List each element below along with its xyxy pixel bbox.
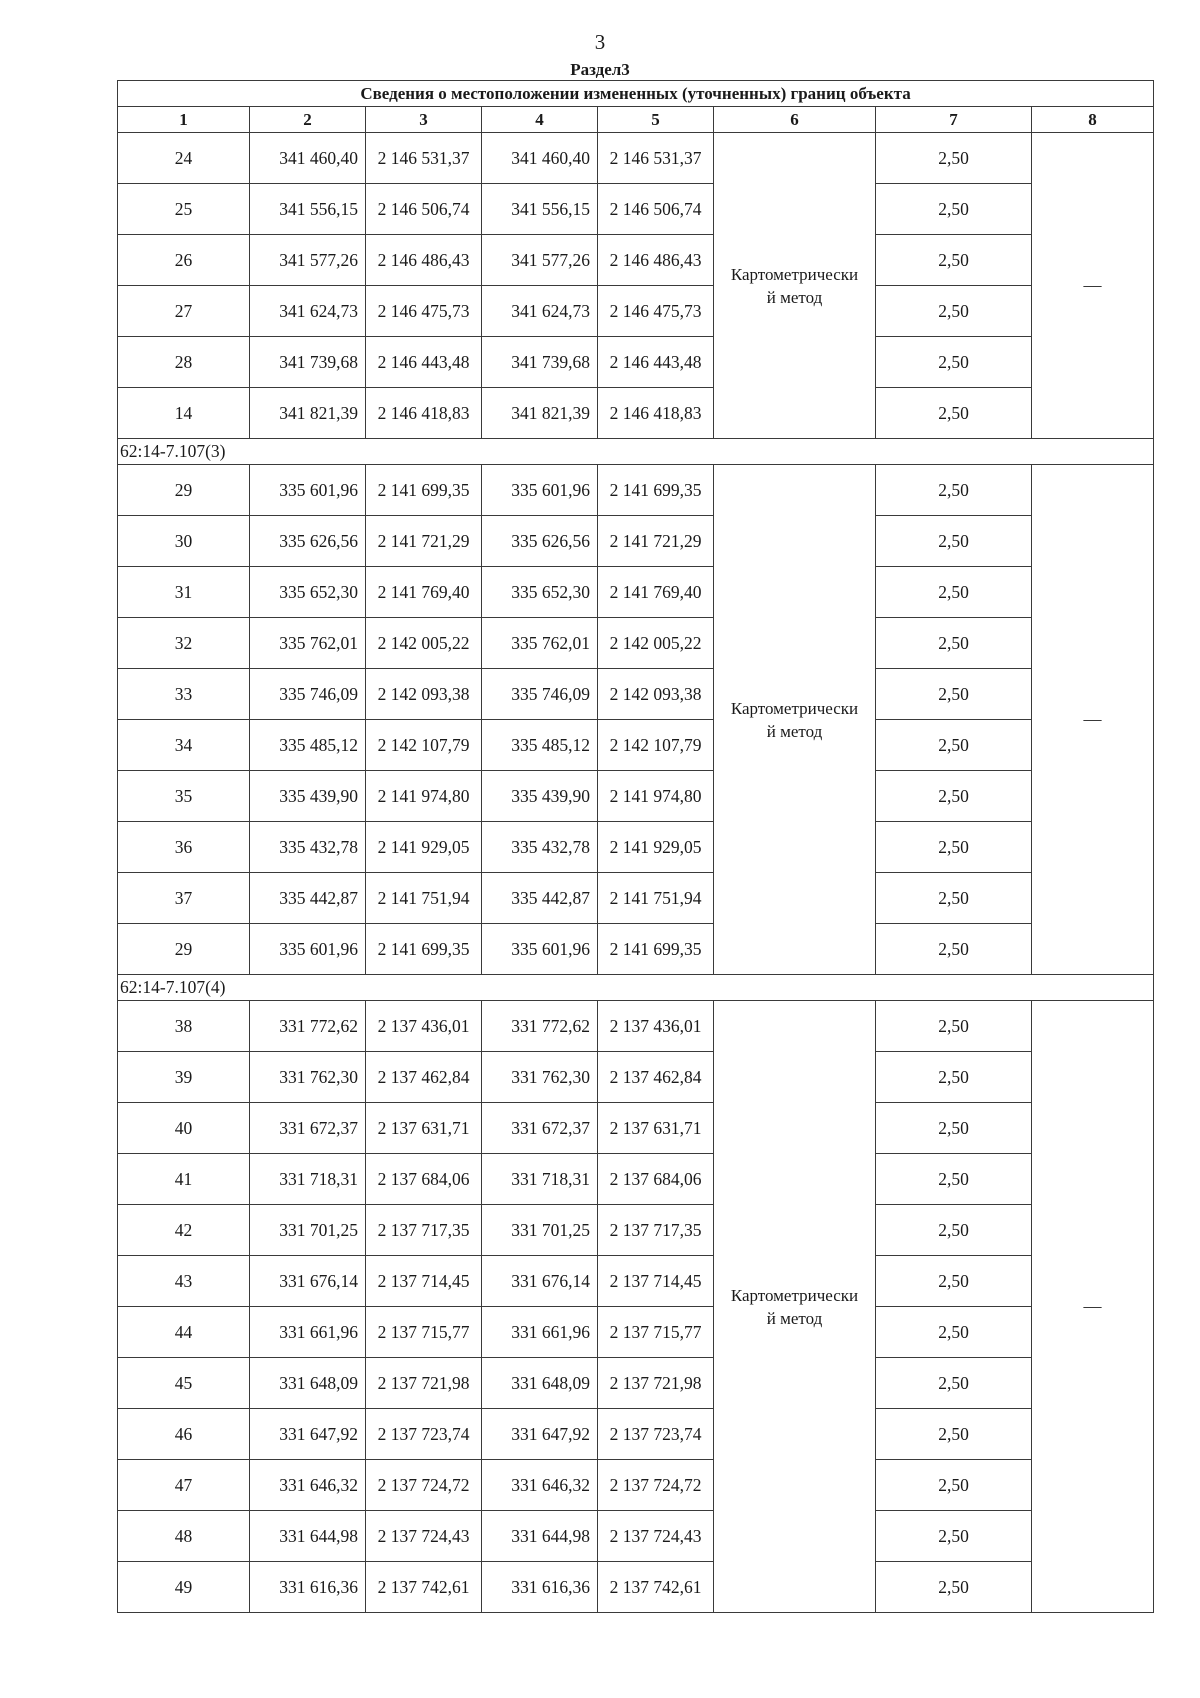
column-header: 2 xyxy=(250,107,366,133)
accuracy-value: 2,50 xyxy=(876,1256,1032,1307)
x-coordinate-new: 331 718,31 xyxy=(482,1154,598,1205)
x-coordinate: 331 676,14 xyxy=(250,1256,366,1307)
x-coordinate-new: 331 701,25 xyxy=(482,1205,598,1256)
group-label-row xyxy=(118,975,1154,1001)
x-coordinate-new: 341 821,39 xyxy=(482,388,598,439)
accuracy-value: 2,50 xyxy=(876,388,1032,439)
y-coordinate: 2 137 462,84 xyxy=(366,1052,482,1103)
accuracy-value: 2,50 xyxy=(876,567,1032,618)
y-coordinate: 2 137 724,43 xyxy=(366,1511,482,1562)
point-number: 29 xyxy=(118,924,250,975)
x-coordinate: 331 648,09 xyxy=(250,1358,366,1409)
point-number: 29 xyxy=(118,465,250,516)
x-coordinate-new: 335 746,09 xyxy=(482,669,598,720)
y-coordinate-new: 2 137 723,74 xyxy=(598,1409,714,1460)
coordinates-table xyxy=(117,80,1154,1613)
method-cell xyxy=(714,1001,876,1613)
table-row xyxy=(118,1001,1154,1052)
point-number: 43 xyxy=(118,1256,250,1307)
y-coordinate-new: 2 146 486,43 xyxy=(598,235,714,286)
point-number: 39 xyxy=(118,1052,250,1103)
x-coordinate: 331 646,32 xyxy=(250,1460,366,1511)
x-coordinate-new: 335 601,96 xyxy=(482,924,598,975)
accuracy-value: 2,50 xyxy=(876,184,1032,235)
x-coordinate: 331 616,36 xyxy=(250,1562,366,1613)
x-coordinate: 331 772,62 xyxy=(250,1001,366,1052)
x-coordinate-new: 335 485,12 xyxy=(482,720,598,771)
y-coordinate: 2 137 721,98 xyxy=(366,1358,482,1409)
table-row xyxy=(118,1205,1154,1256)
column-header: 7 xyxy=(876,107,1032,133)
table-row xyxy=(118,1052,1154,1103)
point-number: 36 xyxy=(118,822,250,873)
y-coordinate-new: 2 137 724,72 xyxy=(598,1460,714,1511)
y-coordinate-new: 2 137 724,43 xyxy=(598,1511,714,1562)
y-coordinate: 2 146 418,83 xyxy=(366,388,482,439)
accuracy-value: 2,50 xyxy=(876,133,1032,184)
column-8-value: — xyxy=(1032,1001,1154,1613)
point-number: 34 xyxy=(118,720,250,771)
x-coordinate-new: 335 762,01 xyxy=(482,618,598,669)
y-coordinate-new: 2 137 684,06 xyxy=(598,1154,714,1205)
y-coordinate-new: 2 141 974,80 xyxy=(598,771,714,822)
y-coordinate-new: 2 146 418,83 xyxy=(598,388,714,439)
y-coordinate: 2 141 751,94 xyxy=(366,873,482,924)
point-number: 14 xyxy=(118,388,250,439)
y-coordinate: 2 142 005,22 xyxy=(366,618,482,669)
point-number: 38 xyxy=(118,1001,250,1052)
point-number: 24 xyxy=(118,133,250,184)
point-number: 44 xyxy=(118,1307,250,1358)
table-row xyxy=(118,924,1154,975)
method-text: й метод xyxy=(766,287,823,307)
point-number: 47 xyxy=(118,1460,250,1511)
accuracy-value: 2,50 xyxy=(876,337,1032,388)
accuracy-value: 2,50 xyxy=(876,516,1032,567)
x-coordinate: 331 762,30 xyxy=(250,1052,366,1103)
point-number: 35 xyxy=(118,771,250,822)
x-coordinate: 341 739,68 xyxy=(250,337,366,388)
accuracy-value: 2,50 xyxy=(876,1001,1032,1052)
point-number: 27 xyxy=(118,286,250,337)
accuracy-value: 2,50 xyxy=(876,286,1032,337)
x-coordinate-new: 335 432,78 xyxy=(482,822,598,873)
accuracy-value: 2,50 xyxy=(876,1103,1032,1154)
y-coordinate-new: 2 141 769,40 xyxy=(598,567,714,618)
x-coordinate: 331 647,92 xyxy=(250,1409,366,1460)
x-coordinate-new: 331 647,92 xyxy=(482,1409,598,1460)
x-coordinate-new: 335 439,90 xyxy=(482,771,598,822)
x-coordinate: 335 601,96 xyxy=(250,924,366,975)
x-coordinate: 335 442,87 xyxy=(250,873,366,924)
column-8-value: — xyxy=(1032,133,1154,439)
x-coordinate-new: 341 624,73 xyxy=(482,286,598,337)
point-number: 25 xyxy=(118,184,250,235)
point-number: 49 xyxy=(118,1562,250,1613)
y-coordinate: 2 146 506,74 xyxy=(366,184,482,235)
y-coordinate: 2 141 974,80 xyxy=(366,771,482,822)
group-label-row xyxy=(118,439,1154,465)
accuracy-value: 2,50 xyxy=(876,1307,1032,1358)
y-coordinate-new: 2 137 721,98 xyxy=(598,1358,714,1409)
group-label: 62:14-7.107(4) xyxy=(118,975,1154,1001)
accuracy-value: 2,50 xyxy=(876,465,1032,516)
y-coordinate-new: 2 146 506,74 xyxy=(598,184,714,235)
column-8-value: — xyxy=(1032,465,1154,975)
x-coordinate-new: 341 460,40 xyxy=(482,133,598,184)
column-header: 4 xyxy=(482,107,598,133)
y-coordinate-new: 2 141 929,05 xyxy=(598,822,714,873)
table-row xyxy=(118,1460,1154,1511)
column-header: 6 xyxy=(714,107,876,133)
table-row xyxy=(118,286,1154,337)
y-coordinate-new: 2 137 715,77 xyxy=(598,1307,714,1358)
column-header: 5 xyxy=(598,107,714,133)
table-row xyxy=(118,1256,1154,1307)
y-coordinate-new: 2 141 751,94 xyxy=(598,873,714,924)
x-coordinate-new: 331 648,09 xyxy=(482,1358,598,1409)
point-number: 28 xyxy=(118,337,250,388)
accuracy-value: 2,50 xyxy=(876,669,1032,720)
table-row xyxy=(118,1409,1154,1460)
x-coordinate: 341 556,15 xyxy=(250,184,366,235)
y-coordinate: 2 146 486,43 xyxy=(366,235,482,286)
y-coordinate-new: 2 146 475,73 xyxy=(598,286,714,337)
y-coordinate: 2 146 443,48 xyxy=(366,337,482,388)
y-coordinate: 2 137 723,74 xyxy=(366,1409,482,1460)
accuracy-value: 2,50 xyxy=(876,1562,1032,1613)
point-number: 32 xyxy=(118,618,250,669)
y-coordinate: 2 137 714,45 xyxy=(366,1256,482,1307)
point-number: 41 xyxy=(118,1154,250,1205)
x-coordinate-new: 331 661,96 xyxy=(482,1307,598,1358)
point-number: 45 xyxy=(118,1358,250,1409)
point-number: 40 xyxy=(118,1103,250,1154)
table-row xyxy=(118,1511,1154,1562)
y-coordinate-new: 2 137 717,35 xyxy=(598,1205,714,1256)
accuracy-value: 2,50 xyxy=(876,1205,1032,1256)
x-coordinate-new: 331 762,30 xyxy=(482,1052,598,1103)
point-number: 42 xyxy=(118,1205,250,1256)
table-row xyxy=(118,184,1154,235)
table-row xyxy=(118,1562,1154,1613)
y-coordinate-new: 2 137 436,01 xyxy=(598,1001,714,1052)
accuracy-value: 2,50 xyxy=(876,924,1032,975)
y-coordinate: 2 142 107,79 xyxy=(366,720,482,771)
table-row xyxy=(118,873,1154,924)
point-number: 31 xyxy=(118,567,250,618)
table-caption: Сведения о местоположении измененных (уточненных) границ объекта xyxy=(118,81,1154,107)
y-coordinate: 2 137 436,01 xyxy=(366,1001,482,1052)
table-row xyxy=(118,771,1154,822)
point-number: 37 xyxy=(118,873,250,924)
point-number: 26 xyxy=(118,235,250,286)
x-coordinate-new: 335 626,56 xyxy=(482,516,598,567)
table-row xyxy=(118,337,1154,388)
method-text: й метод xyxy=(766,1308,823,1328)
accuracy-value: 2,50 xyxy=(876,1154,1032,1205)
x-coordinate-new: 341 577,26 xyxy=(482,235,598,286)
x-coordinate-new: 331 644,98 xyxy=(482,1511,598,1562)
y-coordinate-new: 2 141 721,29 xyxy=(598,516,714,567)
x-coordinate: 341 624,73 xyxy=(250,286,366,337)
accuracy-value: 2,50 xyxy=(876,873,1032,924)
y-coordinate: 2 141 769,40 xyxy=(366,567,482,618)
accuracy-value: 2,50 xyxy=(876,1460,1032,1511)
x-coordinate-new: 335 442,87 xyxy=(482,873,598,924)
table-row xyxy=(118,822,1154,873)
table-row xyxy=(118,567,1154,618)
accuracy-value: 2,50 xyxy=(876,235,1032,286)
table-row xyxy=(118,133,1154,184)
method-text: Картометрически xyxy=(730,698,859,718)
page-number: 3 xyxy=(594,30,606,54)
method-text: Картометрически xyxy=(730,264,859,284)
x-coordinate-new: 331 672,37 xyxy=(482,1103,598,1154)
accuracy-value: 2,50 xyxy=(876,1409,1032,1460)
method-cell xyxy=(714,465,876,975)
accuracy-value: 2,50 xyxy=(876,1511,1032,1562)
y-coordinate: 2 142 093,38 xyxy=(366,669,482,720)
table-row xyxy=(118,1358,1154,1409)
x-coordinate: 335 652,30 xyxy=(250,567,366,618)
y-coordinate-new: 2 141 699,35 xyxy=(598,465,714,516)
x-coordinate-new: 341 556,15 xyxy=(482,184,598,235)
y-coordinate: 2 137 684,06 xyxy=(366,1154,482,1205)
method-text: Картометрически xyxy=(730,1285,859,1305)
x-coordinate-new: 331 772,62 xyxy=(482,1001,598,1052)
x-coordinate-new: 335 652,30 xyxy=(482,567,598,618)
y-coordinate: 2 141 699,35 xyxy=(366,465,482,516)
y-coordinate: 2 141 721,29 xyxy=(366,516,482,567)
table-row xyxy=(118,465,1154,516)
x-coordinate-new: 341 739,68 xyxy=(482,337,598,388)
method-text: й метод xyxy=(766,721,823,741)
accuracy-value: 2,50 xyxy=(876,720,1032,771)
y-coordinate: 2 137 717,35 xyxy=(366,1205,482,1256)
x-coordinate: 331 661,96 xyxy=(250,1307,366,1358)
y-coordinate: 2 137 631,71 xyxy=(366,1103,482,1154)
x-coordinate: 335 432,78 xyxy=(250,822,366,873)
y-coordinate-new: 2 137 714,45 xyxy=(598,1256,714,1307)
point-number: 48 xyxy=(118,1511,250,1562)
x-coordinate: 331 718,31 xyxy=(250,1154,366,1205)
x-coordinate: 335 626,56 xyxy=(250,516,366,567)
x-coordinate: 341 821,39 xyxy=(250,388,366,439)
x-coordinate-new: 331 616,36 xyxy=(482,1562,598,1613)
table-row xyxy=(118,669,1154,720)
y-coordinate-new: 2 137 742,61 xyxy=(598,1562,714,1613)
method-cell xyxy=(714,133,876,439)
y-coordinate-new: 2 146 531,37 xyxy=(598,133,714,184)
accuracy-value: 2,50 xyxy=(876,1358,1032,1409)
accuracy-value: 2,50 xyxy=(876,822,1032,873)
table-row xyxy=(118,388,1154,439)
x-coordinate: 341 577,26 xyxy=(250,235,366,286)
y-coordinate-new: 2 146 443,48 xyxy=(598,337,714,388)
y-coordinate-new: 2 142 005,22 xyxy=(598,618,714,669)
table-row xyxy=(118,1103,1154,1154)
group-label: 62:14-7.107(3) xyxy=(118,439,1154,465)
x-coordinate: 335 485,12 xyxy=(250,720,366,771)
y-coordinate-new: 2 137 631,71 xyxy=(598,1103,714,1154)
column-header: 1 xyxy=(118,107,250,133)
y-coordinate: 2 146 475,73 xyxy=(366,286,482,337)
header-row xyxy=(118,107,1154,133)
x-coordinate: 335 746,09 xyxy=(250,669,366,720)
y-coordinate: 2 141 699,35 xyxy=(366,924,482,975)
point-number: 46 xyxy=(118,1409,250,1460)
y-coordinate: 2 146 531,37 xyxy=(366,133,482,184)
x-coordinate: 335 762,01 xyxy=(250,618,366,669)
table-row xyxy=(118,1307,1154,1358)
y-coordinate: 2 137 715,77 xyxy=(366,1307,482,1358)
y-coordinate-new: 2 142 107,79 xyxy=(598,720,714,771)
x-coordinate: 341 460,40 xyxy=(250,133,366,184)
table-row xyxy=(118,720,1154,771)
y-coordinate-new: 2 142 093,38 xyxy=(598,669,714,720)
x-coordinate: 335 601,96 xyxy=(250,465,366,516)
column-header: 8 xyxy=(1032,107,1154,133)
y-coordinate-new: 2 137 462,84 xyxy=(598,1052,714,1103)
table-row xyxy=(118,235,1154,286)
y-coordinate: 2 141 929,05 xyxy=(366,822,482,873)
y-coordinate: 2 137 724,72 xyxy=(366,1460,482,1511)
x-coordinate: 335 439,90 xyxy=(250,771,366,822)
section-title: Раздел3 xyxy=(570,60,630,79)
x-coordinate-new: 331 646,32 xyxy=(482,1460,598,1511)
point-number: 33 xyxy=(118,669,250,720)
point-number: 30 xyxy=(118,516,250,567)
accuracy-value: 2,50 xyxy=(876,771,1032,822)
accuracy-value: 2,50 xyxy=(876,1052,1032,1103)
accuracy-value: 2,50 xyxy=(876,618,1032,669)
x-coordinate: 331 701,25 xyxy=(250,1205,366,1256)
x-coordinate-new: 331 676,14 xyxy=(482,1256,598,1307)
table-row xyxy=(118,618,1154,669)
y-coordinate-new: 2 141 699,35 xyxy=(598,924,714,975)
x-coordinate: 331 644,98 xyxy=(250,1511,366,1562)
table-row xyxy=(118,1154,1154,1205)
x-coordinate: 331 672,37 xyxy=(250,1103,366,1154)
x-coordinate-new: 335 601,96 xyxy=(482,465,598,516)
column-header: 3 xyxy=(366,107,482,133)
table-row xyxy=(118,516,1154,567)
y-coordinate: 2 137 742,61 xyxy=(366,1562,482,1613)
